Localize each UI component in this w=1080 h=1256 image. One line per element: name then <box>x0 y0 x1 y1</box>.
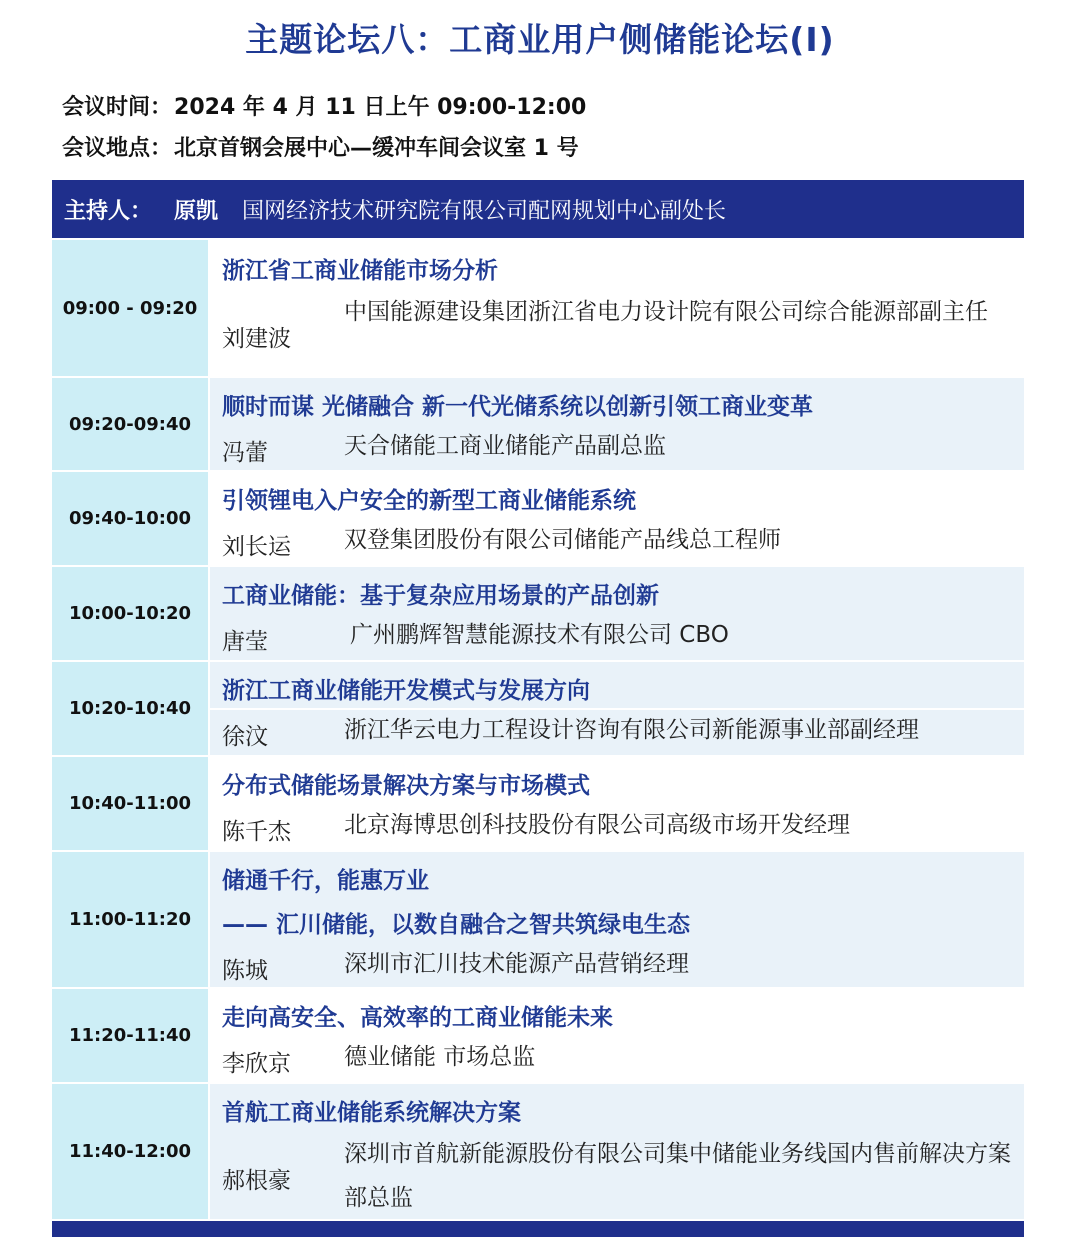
session-org: 深圳市汇川技术能源产品营销经理 <box>344 951 689 977</box>
session-row <box>52 662 1024 755</box>
session-org: 双登集团股份有限公司储能产品线总工程师 <box>344 527 781 553</box>
session-row <box>52 240 1024 376</box>
session-org: 广州鹏辉智慧能源技术有限公司 CBO <box>350 622 729 648</box>
session-time: 11:40-12:00 <box>52 1084 208 1219</box>
session-topic: 顺时而谋 光储融合 新一代光储系统以创新引领工商业变革 <box>222 394 814 420</box>
agenda-table <box>52 180 1024 1237</box>
session-topic: 工商业储能：基于复杂应用场景的产品创新 <box>222 583 659 609</box>
session-body <box>210 472 1024 565</box>
session-row <box>52 472 1024 565</box>
meeting-time-label: 会议时间： <box>62 95 173 120</box>
session-org: 德业储能 市场总监 <box>344 1044 536 1070</box>
session-body <box>210 989 1024 1082</box>
session-time: 10:00-10:20 <box>52 567 208 660</box>
session-time: 10:40-11:00 <box>52 757 208 850</box>
session-row <box>52 1084 1024 1219</box>
session-topic: 储通千行，能惠万业 <box>222 868 429 894</box>
meeting-place <box>62 131 579 162</box>
host-name: 原凯 <box>174 198 219 224</box>
session-speaker: 陈千杰 <box>222 819 291 845</box>
session-topic-subtitle: —— 汇川储能，以数自融合之智共筑绿电生态 <box>222 912 691 938</box>
session-topic: 引领锂电入户安全的新型工商业储能系统 <box>222 488 636 514</box>
session-time: 11:00-11:20 <box>52 852 208 987</box>
session-time: 09:00 - 09:20 <box>52 240 208 376</box>
session-speaker: 冯蕾 <box>222 440 268 466</box>
session-speaker: 郝根豪 <box>222 1168 291 1194</box>
meeting-place-value: 北京首钢会展中心—缓冲车间会议室 1 号 <box>174 136 579 161</box>
row-divider <box>210 708 1024 710</box>
session-body <box>210 378 1024 470</box>
session-row <box>52 757 1024 850</box>
session-org: 深圳市首航新能源股份有限公司集中储能业务线国内售前解决方案部总监 <box>344 1141 1011 1211</box>
session-topic: 浙江省工商业储能市场分析 <box>222 258 498 284</box>
host-label: 主持人： <box>64 198 153 224</box>
session-topic: 分布式储能场景解决方案与市场模式 <box>222 773 590 799</box>
session-speaker: 刘长运 <box>222 534 291 560</box>
session-time: 10:20-10:40 <box>52 662 208 755</box>
session-speaker: 李欣京 <box>222 1051 291 1077</box>
session-row <box>52 989 1024 1082</box>
meeting-time <box>62 90 586 121</box>
host-org: 国网经济技术研究院有限公司配网规划中心副处长 <box>242 198 727 224</box>
session-org: 浙江华云电力工程设计咨询有限公司新能源事业部副经理 <box>344 717 919 743</box>
session-org: 北京海博思创科技股份有限公司高级市场开发经理 <box>344 812 850 838</box>
session-time: 11:20-11:40 <box>52 989 208 1082</box>
session-speaker: 唐莹 <box>222 629 268 655</box>
session-topic: 浙江工商业储能开发模式与发展方向 <box>222 678 590 704</box>
session-org: 天合储能工商业储能产品副总监 <box>344 433 666 459</box>
session-body <box>210 757 1024 850</box>
session-speaker: 徐汶 <box>222 724 268 750</box>
session-body <box>210 240 1024 376</box>
session-body <box>210 567 1024 660</box>
host-row <box>52 180 1024 238</box>
session-body <box>210 852 1024 987</box>
page-title: 主题论坛八：工商业用户侧储能论坛(Ⅰ) <box>245 20 835 59</box>
session-row <box>52 378 1024 470</box>
session-row <box>52 567 1024 660</box>
session-time: 09:40-10:00 <box>52 472 208 565</box>
table-bottom-bar <box>52 1221 1024 1237</box>
session-org: 中国能源建设集团浙江省电力设计院有限公司综合能源部副主任 <box>344 299 988 325</box>
session-time: 09:20-09:40 <box>52 378 208 470</box>
session-speaker: 陈城 <box>222 958 268 984</box>
session-topic: 首航工商业储能系统解决方案 <box>222 1100 521 1126</box>
meeting-time-value: 2024 年 4 月 11 日上午 09:00-12:00 <box>174 95 587 120</box>
session-topic: 走向高安全、高效率的工商业储能未来 <box>222 1005 613 1031</box>
session-body <box>210 1084 1024 1219</box>
meeting-place-label: 会议地点： <box>62 136 173 161</box>
session-row <box>52 852 1024 987</box>
session-speaker: 刘建波 <box>222 326 291 352</box>
